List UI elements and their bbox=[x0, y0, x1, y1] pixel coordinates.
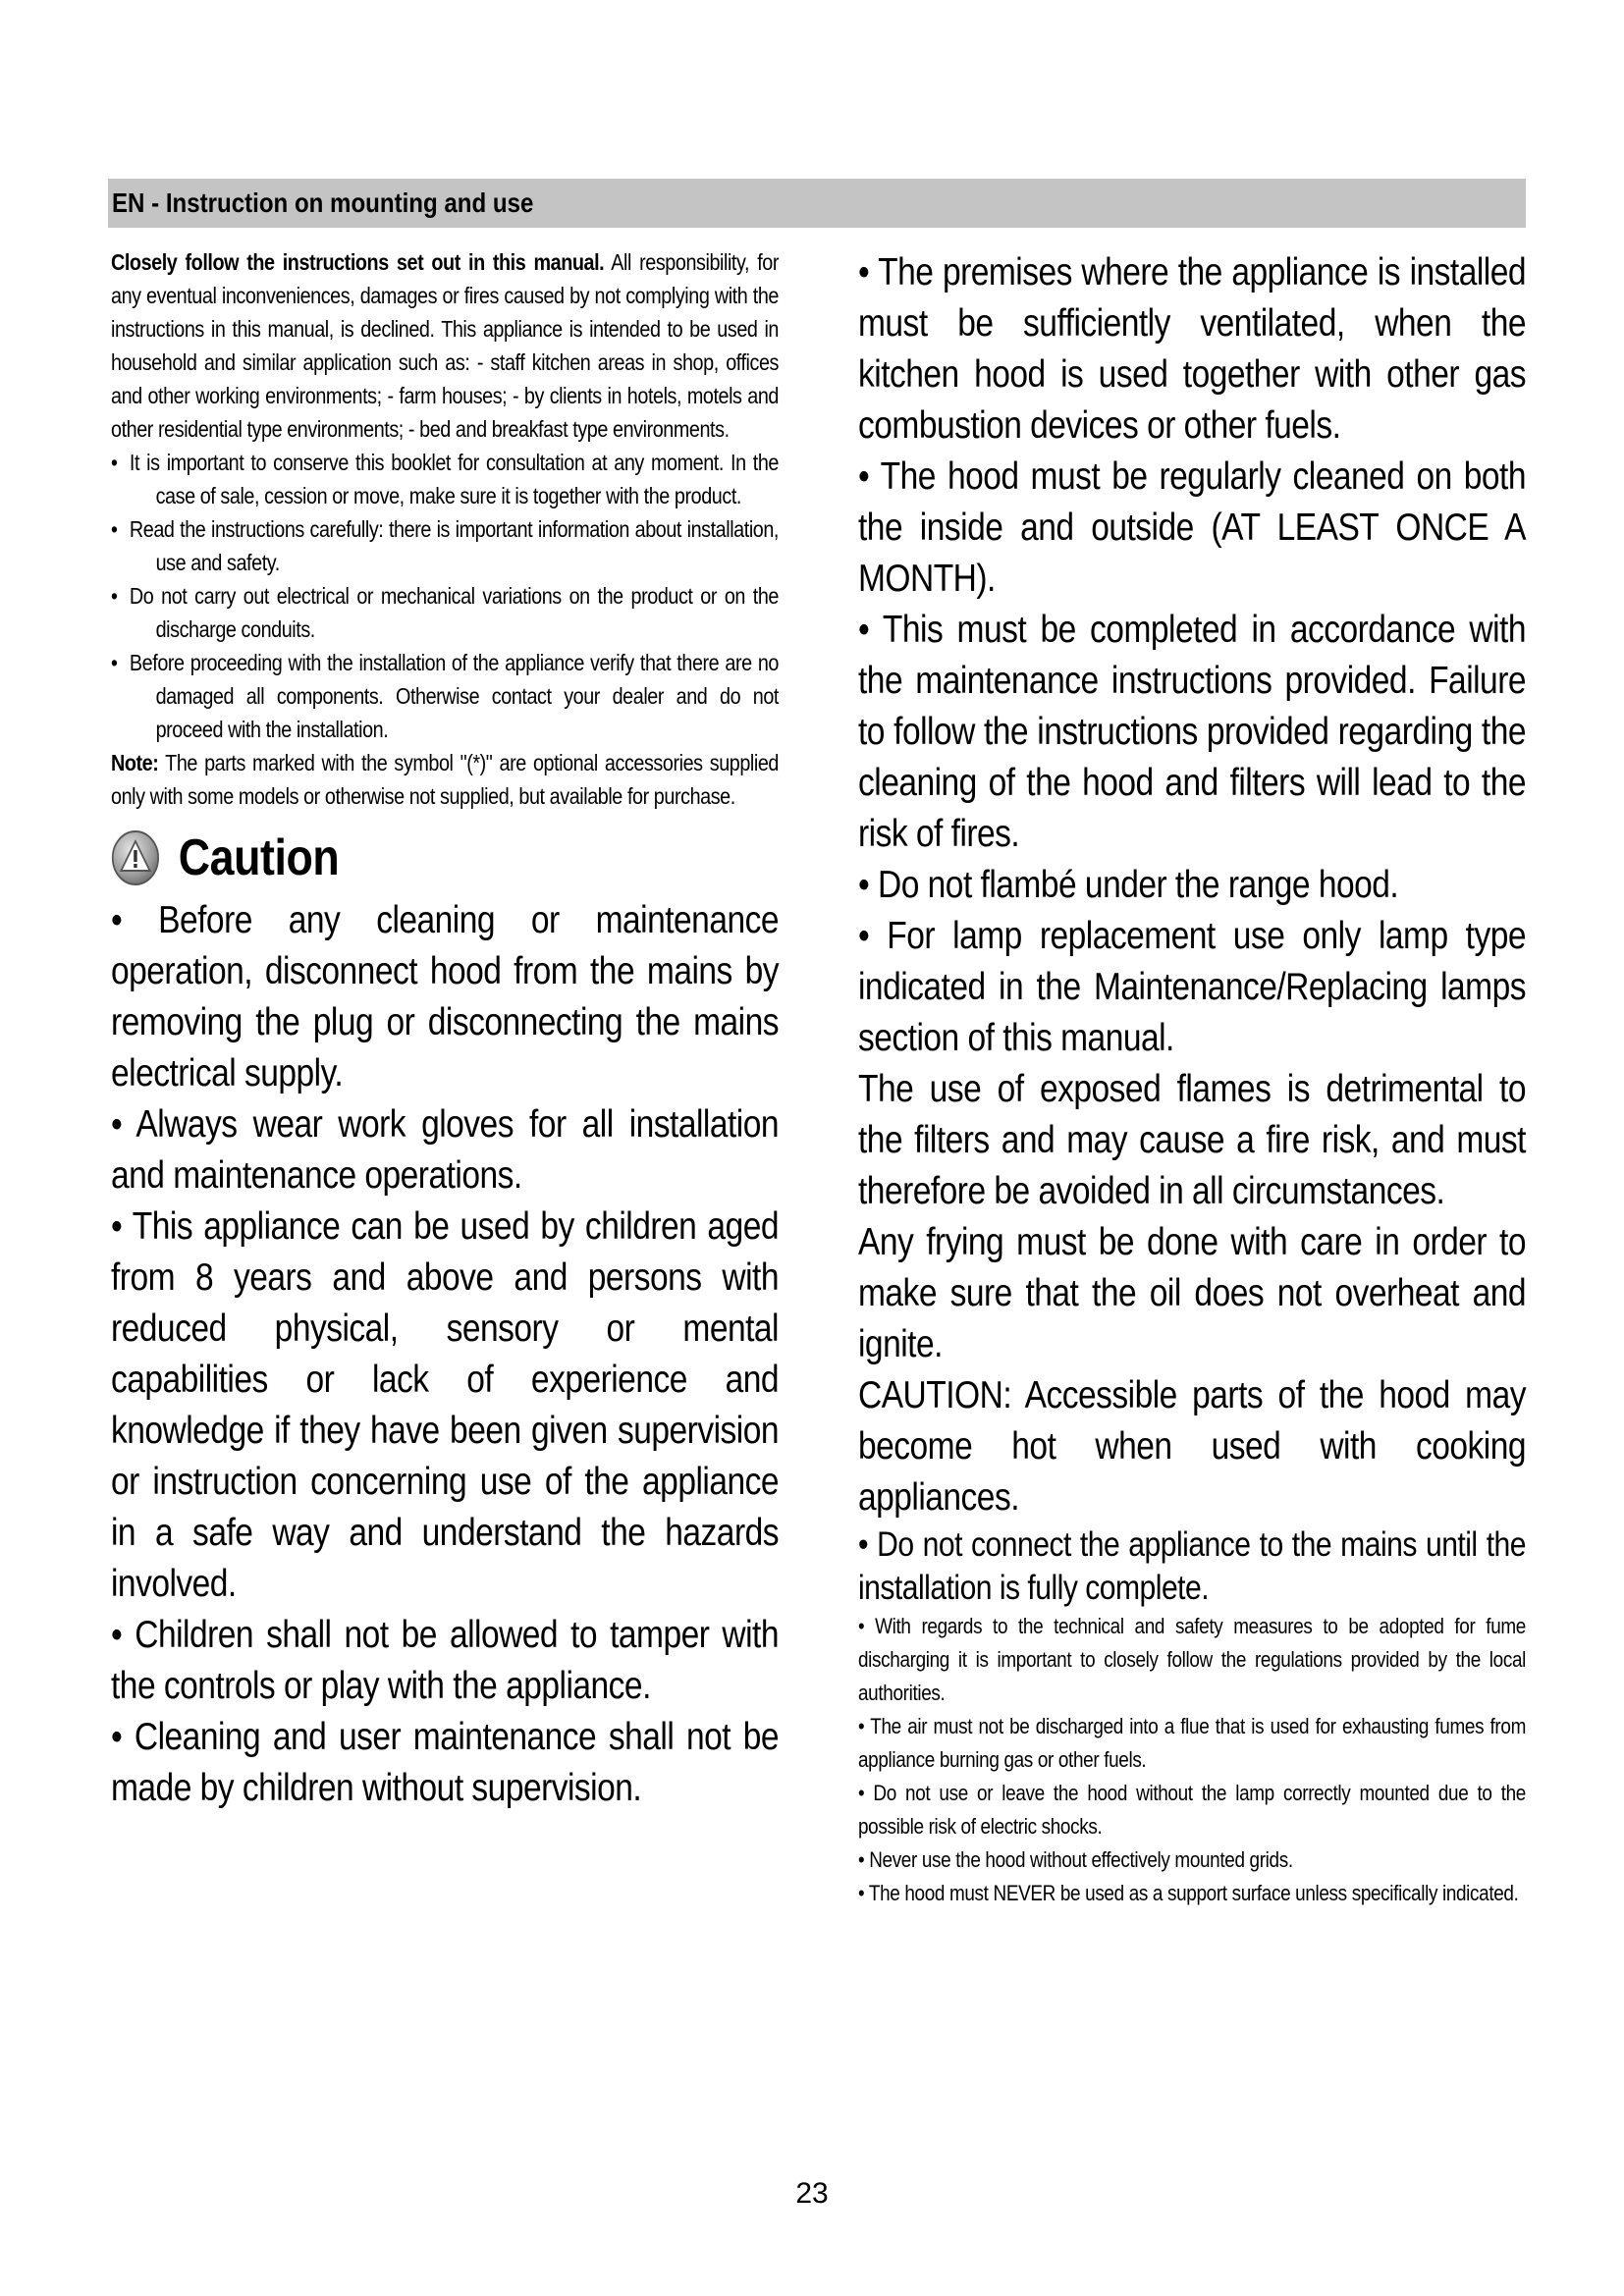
right-column bbox=[858, 247, 1526, 1910]
safety-item: CAUTION: Accessible parts of the hood may become hot when used with cooking appliances. bbox=[858, 1374, 1526, 1519]
bullet-icon: • bbox=[111, 450, 118, 475]
intro-bold: Closely follow the instructions set out in this manual. bbox=[111, 249, 605, 275]
note-text: The parts marked with the symbol "(*)" are optional accessories supplied only with some models or otherwise not supplied, but available for purchase. bbox=[111, 750, 779, 809]
section-header-title: EN - Instruction on mounting and use bbox=[112, 187, 534, 218]
list-item bbox=[111, 446, 779, 512]
regulation-item: • The hood must NEVER be used as a support surface unless specifically indicated. bbox=[858, 1881, 1519, 1905]
bullet-icon: • bbox=[111, 583, 118, 609]
list-item-text: It is important to conserve this booklet for consultation at any moment. In the case of sale, cession or move, make sure it is together with the product. bbox=[129, 450, 779, 508]
list-item-text: Read the instructions carefully: there is important information about installation, use and safety. bbox=[129, 516, 779, 575]
safety-item: • For lamp replacement use only lamp type indicated in the Maintenance/Replacing lamps section of this manual. bbox=[858, 915, 1526, 1059]
note-label: Note: bbox=[111, 750, 159, 775]
safety-item: Any frying must be done with care in order to make sure that the oil does not overheat and ignite. bbox=[858, 1221, 1526, 1365]
intro-paragraph bbox=[111, 245, 779, 446]
note-paragraph bbox=[111, 746, 779, 813]
safety-item: • The premises where the appliance is installed must be sufficiently ventilated, when the kitchen hood is used together with other gas combustion devices or other fuels. bbox=[858, 251, 1526, 447]
list-item bbox=[111, 579, 779, 646]
safety-item: • This must be completed in accordance with the maintenance instructions provided. Failure to follow the instructions provided regarding the cleaning of the hood and filters will lead to the risk of fires. bbox=[858, 609, 1526, 855]
left-column bbox=[111, 245, 779, 1814]
bullet-icon: • bbox=[111, 650, 118, 675]
safety-item: The use of exposed flames is detrimental to the filters and may cause a fire risk, and must therefore be avoided in all circumstances. bbox=[858, 1068, 1526, 1212]
caution-item: • Children shall not be allowed to tamper with the controls or play with the appliance. bbox=[111, 1614, 779, 1707]
bullet-icon: • bbox=[111, 516, 118, 542]
caution-heading bbox=[111, 828, 779, 887]
list-item bbox=[111, 512, 779, 579]
safety-item: • Do not flambé under the range hood. bbox=[858, 864, 1399, 906]
caution-item: • Before any cleaning or maintenance operation, disconnect hood from the mains by removing the plug or disconnecting the mains electrical supply. bbox=[111, 899, 779, 1095]
caution-item: • Always wear work gloves for all installation and maintenance operations. bbox=[111, 1103, 779, 1197]
regulation-item: • The air must not be discharged into a flue that is used for exhausting fumes from appliance burning gas or other fuels. bbox=[858, 1714, 1526, 1772]
page-number: 23 bbox=[795, 2177, 829, 2210]
safety-item: • The hood must be regularly cleaned on both the inside and outside (AT LEAST ONCE A MONTH). bbox=[858, 455, 1526, 600]
caution-item: • Cleaning and user maintenance shall not be made by children without supervision. bbox=[111, 1716, 779, 1809]
regulation-item: • Do not use or leave the hood without the lamp correctly mounted due to the possible risk of electric shocks. bbox=[858, 1781, 1526, 1839]
caution-item: • This appliance can be used by children aged from 8 years and above and persons with reduced physical, sensory or mental capabilities or lack of experience and knowledge if they have been given supervision or instruction concerning use of the appliance in a safe way and understand the hazards involved. bbox=[111, 1205, 779, 1605]
list-item-text: Do not carry out electrical or mechanical variations on the product or on the discharge conduits. bbox=[129, 583, 779, 642]
regulation-item: • With regards to the technical and safety measures to be adopted for fume discharging it is important to closely follow the regulations provided by the local authorities. bbox=[858, 1614, 1526, 1705]
safety-item: • Do not connect the appliance to the mains until the installation is fully complete. bbox=[858, 1525, 1526, 1607]
warning-triangle-icon bbox=[111, 829, 160, 886]
list-item-text: Before proceeding with the installation of the appliance verify that there are no damaged all components. Otherwise contact your dealer and do not proceed with the installation. bbox=[129, 650, 779, 742]
section-header bbox=[108, 179, 1526, 228]
caution-title: Caution bbox=[178, 829, 340, 886]
intro-rest: All responsibility, for any eventual inconveniences, damages or fires caused by not complying with the instructions in this manual, is declined. This appliance is intended to be used in household and similar application such as: - staff kitchen areas in shop, offices and other working environments; - farm houses; - by clients in hotels, motels and other residential type environments; - bed and breakfast type environments. bbox=[111, 249, 779, 442]
list-item bbox=[111, 646, 779, 746]
regulation-item: • Never use the hood without effectively mounted grids. bbox=[858, 1847, 1293, 1872]
